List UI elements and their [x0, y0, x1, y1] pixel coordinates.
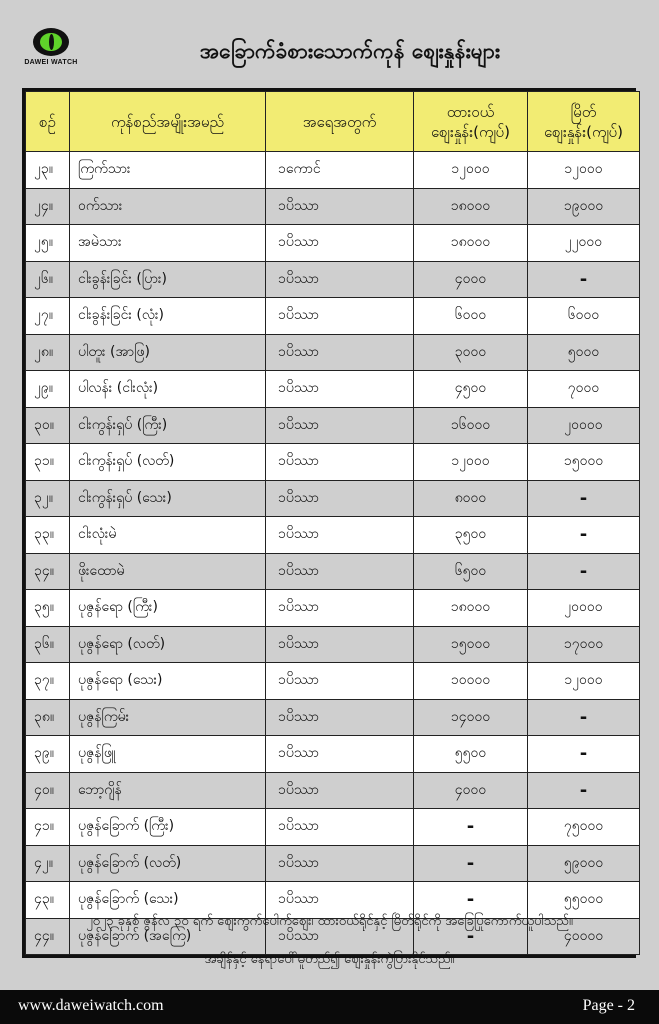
table-row	[26, 480, 640, 517]
item-quantity-text: ၁ပိဿာ	[278, 599, 319, 616]
item-quantity	[266, 517, 414, 554]
row-number-text: ၃၇။	[34, 672, 54, 689]
row-number-text: ၄၁။	[34, 818, 54, 835]
item-name-text: ပုဇွန်ခြောက် (သေး)	[78, 891, 179, 908]
dawei-price-text: ၁၅၀၀၀	[450, 635, 491, 652]
row-number	[26, 444, 70, 481]
item-quantity	[266, 152, 414, 189]
myeik-price-text: -	[579, 779, 588, 801]
dawei-price	[414, 225, 528, 262]
item-name-text: ဖိုးထောမဲ	[78, 562, 125, 579]
item-name-text: ပုဇွန်ဖြူ	[78, 745, 116, 762]
row-number-text: ၄၃။	[34, 891, 54, 908]
item-quantity	[266, 809, 414, 846]
row-number-text: ၂၆။	[34, 270, 53, 287]
item-quantity	[266, 444, 414, 481]
row-number	[26, 188, 70, 225]
myeik-price-text: -	[579, 743, 588, 765]
table-row	[26, 152, 640, 189]
myeik-price-text: ၇၅၀၀၀	[563, 818, 604, 835]
table-row	[26, 772, 640, 809]
table-row	[26, 699, 640, 736]
item-name	[70, 663, 266, 700]
myeik-price-text: ၂၂၀၀၀	[564, 234, 603, 251]
item-name	[70, 809, 266, 846]
dawei-price-text: ၈၀၀၀	[454, 489, 487, 506]
item-quantity-text: ၁ပိဿာ	[278, 927, 319, 944]
myeik-price-text: -	[579, 487, 588, 509]
date-note: ၂၀၂၃ ခုနှစ် ဇွန်လ ၃၀ ရက် စျေးကွက်ပေါက်စျေး၊ ထားဝယ်ရိုင်နှင့် မြိတ်ရိုင်ကို အခြေပြုကောက်ယူပါသည်။	[86, 914, 573, 929]
dawei-price	[414, 772, 528, 809]
dawei-price	[414, 663, 528, 700]
item-quantity-text: ၁ပိဿာ	[278, 635, 319, 652]
myeik-price-text: ၁၂၀၀၀	[564, 161, 603, 178]
item-quantity-text: ၁ကောင်	[278, 161, 321, 178]
item-name-text: ငါးခွန်းခြင်း (လုံး)	[78, 307, 165, 324]
dawei-price	[414, 699, 528, 736]
col-header-quantity: အရေအတွက်	[266, 92, 414, 152]
myeik-price-text: ၁၅၀၀၀	[563, 453, 604, 470]
table-row	[26, 225, 640, 262]
dawei-price	[414, 845, 528, 882]
row-number	[26, 590, 70, 627]
row-number-text: ၃၆။	[34, 635, 54, 652]
dawei-price-text: ၁၂၀၀၀	[451, 453, 490, 470]
item-quantity	[266, 480, 414, 517]
myeik-price	[528, 188, 640, 225]
myeik-price	[528, 626, 640, 663]
item-quantity	[266, 626, 414, 663]
dawei-price	[414, 517, 528, 554]
item-name-text: ပုဇွန်ရော (သေး)	[78, 672, 163, 689]
item-quantity-text: ၁ပိဿာ	[278, 343, 319, 360]
item-name	[70, 699, 266, 736]
myeik-price-text: ၅၅၀၀၀	[563, 891, 604, 908]
item-name	[70, 188, 266, 225]
item-quantity-text: ၁ပိဿာ	[278, 818, 319, 835]
table-row	[26, 334, 640, 371]
row-number-text: ၃၄။	[34, 562, 54, 579]
dawei-price-text: -	[466, 816, 475, 838]
item-name-text: ပုဇွန်ရော (လတ်)	[78, 635, 166, 652]
dawei-price-text: ၁၀၀၀၀	[450, 672, 491, 689]
dawei-price	[414, 809, 528, 846]
row-number-text: ၃၀။	[34, 416, 54, 433]
item-name	[70, 261, 266, 298]
item-name	[70, 517, 266, 554]
dawei-price-text: -	[466, 925, 475, 947]
row-number	[26, 663, 70, 700]
item-name	[70, 736, 266, 773]
item-name	[70, 590, 266, 627]
item-quantity	[266, 407, 414, 444]
myeik-price	[528, 590, 640, 627]
item-quantity-text: ၁ပိဿာ	[278, 234, 319, 251]
item-name	[70, 334, 266, 371]
dawei-price	[414, 188, 528, 225]
row-number	[26, 480, 70, 517]
table-row	[26, 809, 640, 846]
row-number-text: ၃၅။	[34, 599, 54, 616]
myeik-price	[528, 152, 640, 189]
myeik-price	[528, 261, 640, 298]
row-number	[26, 845, 70, 882]
table-row	[26, 188, 640, 225]
item-name	[70, 225, 266, 262]
item-quantity-text: ၁ပိဿာ	[278, 489, 319, 506]
dawei-price-text: ၄၀၀၀	[454, 270, 487, 287]
myeik-price-text: ၁၂၀၀၀	[564, 672, 603, 689]
myeik-price	[528, 845, 640, 882]
myeik-price-text: ၆၀၀၀	[567, 307, 600, 324]
website-link[interactable]: www.daweiwatch.com	[18, 997, 164, 1014]
col-header-item: ကုန်စည်အမျိုးအမည်	[70, 92, 266, 152]
row-number-text: ၂၇။	[34, 307, 53, 324]
dawei-price-text: ၁၂၀၀၀	[451, 161, 490, 178]
item-quantity	[266, 699, 414, 736]
item-quantity	[266, 261, 414, 298]
myeik-price-text: ၁၇၀၀၀	[563, 635, 604, 652]
item-name-text: ငါးခွန်းခြင်း (ပြား)	[78, 270, 167, 287]
item-name-text: ပုဇွန်ရော (ကြီး)	[78, 599, 158, 616]
table-row	[26, 590, 640, 627]
myeik-price	[528, 298, 640, 335]
item-name	[70, 407, 266, 444]
row-number	[26, 517, 70, 554]
item-name-text: ပါတူး (အာဖြ)	[78, 343, 150, 360]
item-name-text: ငါးကွန်းရှပ် (လတ်)	[78, 453, 175, 470]
disclaimer-note: အချိန်နှင့် နေရာပေါ်မူတည်၍ စျေးနှုန်းကွဲပြားနိုင်သည်။	[204, 952, 455, 967]
dawei-price	[414, 736, 528, 773]
dawei-price-text: ၆၅၀၀	[454, 562, 487, 579]
myeik-price-text: -	[579, 560, 588, 582]
myeik-price-text: -	[579, 268, 588, 290]
eye-icon	[33, 28, 69, 56]
item-name	[70, 626, 266, 663]
item-quantity	[266, 772, 414, 809]
dawei-price-text: ၃၀၀၀	[454, 343, 487, 360]
item-quantity-text: ၁ပိဿာ	[278, 307, 319, 324]
myeik-price-text: ၅၉၀၀၀	[563, 854, 604, 871]
item-quantity-text: ၁ပိဿာ	[278, 453, 319, 470]
item-quantity	[266, 663, 414, 700]
row-number-text: ၄၄။	[34, 927, 54, 944]
logo-text: DAWEI WATCH	[24, 59, 78, 66]
item-quantity-text: ၁ပိဿာ	[278, 708, 319, 725]
row-number	[26, 699, 70, 736]
myeik-price-text: -	[579, 524, 588, 546]
myeik-price	[528, 444, 640, 481]
dawei-price	[414, 298, 528, 335]
table-row	[26, 371, 640, 408]
dawei-price-text: -	[466, 852, 475, 874]
item-name-text: ဝက်သား	[78, 197, 123, 214]
myeik-price	[528, 663, 640, 700]
myeik-price-text: ၂၀၀၀၀	[564, 599, 603, 616]
myeik-price-text: ၅၀၀၀	[567, 343, 600, 360]
table-row	[26, 444, 640, 481]
item-quantity-text: ၁ပိဿာ	[278, 562, 319, 579]
row-number	[26, 809, 70, 846]
item-quantity	[266, 590, 414, 627]
row-number-text: ၄၂။	[34, 854, 53, 871]
row-number	[26, 553, 70, 590]
row-number	[26, 736, 70, 773]
myeik-price	[528, 699, 640, 736]
item-quantity	[266, 845, 414, 882]
dawei-price-text: ၆၀၀၀	[454, 307, 487, 324]
dawei-price	[414, 444, 528, 481]
myeik-price	[528, 517, 640, 554]
row-number-text: ၂၄။	[34, 197, 53, 214]
item-name-text: ပုဇွန်ကြမ်း	[78, 708, 130, 725]
item-quantity-text: ၁ပိဿာ	[278, 781, 319, 798]
myeik-price-text: ၁၉၀၀၀	[563, 197, 604, 214]
dawei-price-text: ၄၀၀၀	[454, 781, 487, 798]
item-name	[70, 444, 266, 481]
myeik-price-text: -	[579, 706, 588, 728]
row-number-text: ၂၈။	[34, 343, 54, 360]
table-body	[26, 152, 640, 955]
item-quantity-text: ၁ပိဿာ	[278, 891, 319, 908]
item-quantity	[266, 298, 414, 335]
table-row	[26, 407, 640, 444]
item-name-text: ဘော့ဂျိန်	[78, 781, 122, 798]
dawei-price-text: ၁၈၀၀၀	[450, 197, 491, 214]
dawei-price	[414, 371, 528, 408]
item-quantity	[266, 225, 414, 262]
row-number	[26, 371, 70, 408]
dawei-price	[414, 626, 528, 663]
row-number-text: ၂၃။	[34, 161, 53, 178]
dawei-price-text: ၁၈၀၀၀	[450, 234, 491, 251]
myeik-price	[528, 334, 640, 371]
col-header-myeik-price: မြိတ် စျေးနှုန်း(ကျပ်)	[528, 92, 640, 152]
price-table	[22, 88, 636, 958]
row-number	[26, 626, 70, 663]
item-name-text: အမဲသား	[78, 234, 122, 251]
myeik-price	[528, 553, 640, 590]
dawei-price	[414, 334, 528, 371]
row-number	[26, 407, 70, 444]
page-header	[0, 22, 659, 82]
item-quantity	[266, 188, 414, 225]
item-name	[70, 152, 266, 189]
table-row	[26, 261, 640, 298]
dawei-price-text: ၄၅၀၀	[454, 380, 487, 397]
item-name-text: ပုဇွန်ခြောက် (ကြီး)	[78, 818, 175, 835]
myeik-price-text: ၂၀၀၀၀	[564, 416, 603, 433]
item-name-text: ပါလန်း (ငါးလုံး)	[78, 380, 159, 397]
item-name-text: ပုဇွန်ခြောက် (လတ်)	[78, 854, 182, 871]
dawei-price	[414, 152, 528, 189]
dawei-price	[414, 480, 528, 517]
item-quantity-text: ၁ပိဿာ	[278, 380, 319, 397]
item-name-text: ငါးကွန်းရှပ် (သေး)	[78, 489, 172, 506]
row-number	[26, 225, 70, 262]
row-number	[26, 334, 70, 371]
table-row	[26, 736, 640, 773]
myeik-price	[528, 407, 640, 444]
page-title: အခြောက်ခံစားသောက်ကုန် စျေးနှုန်းများ	[199, 39, 501, 63]
myeik-price-text: ၇၀၀၀	[567, 380, 600, 397]
table-row	[26, 553, 640, 590]
row-number	[26, 298, 70, 335]
myeik-price	[528, 809, 640, 846]
row-number	[26, 261, 70, 298]
dawei-price-text: ၁၄၀၀၀	[450, 708, 491, 725]
item-name	[70, 298, 266, 335]
myeik-price	[528, 736, 640, 773]
dawei-price-text: ၁၈၀၀၀	[450, 599, 491, 616]
dawei-price-text: ၁၆၀၀၀	[450, 416, 491, 433]
dawei-watch-logo	[24, 28, 78, 76]
item-quantity	[266, 334, 414, 371]
dawei-price	[414, 590, 528, 627]
item-quantity	[266, 371, 414, 408]
dawei-price-text: ၃၅၀၀	[454, 526, 487, 543]
dawei-price	[414, 261, 528, 298]
row-number-text: ၃၉။	[34, 745, 54, 762]
row-number-text: ၃၁။	[34, 453, 54, 470]
item-name-text: ပုဇွန်ခြောက် (အကြေ)	[78, 927, 192, 944]
myeik-price-text: ၄၀၀၀၀	[563, 927, 604, 944]
item-name	[70, 772, 266, 809]
row-number-text: ၄၀။	[34, 781, 54, 798]
item-quantity-text: ၁ပိဿာ	[278, 270, 319, 287]
dawei-price	[414, 553, 528, 590]
row-number	[26, 772, 70, 809]
row-number-text: ၃၂။	[34, 489, 53, 506]
item-quantity-text: ၁ပိဿာ	[278, 197, 319, 214]
item-name	[70, 480, 266, 517]
row-number-text: ၂၉။	[34, 380, 53, 397]
page-number: Page - 2	[582, 997, 635, 1014]
item-name	[70, 845, 266, 882]
item-name	[70, 553, 266, 590]
item-name-text: ငါးကွန်းရှပ် (ကြီး)	[78, 416, 168, 433]
myeik-price	[528, 225, 640, 262]
item-name-text: ကြက်သား	[78, 161, 131, 178]
item-quantity-text: ၁ပိဿာ	[278, 526, 319, 543]
item-quantity-text: ၁ပိဿာ	[278, 672, 319, 689]
myeik-price	[528, 480, 640, 517]
table-row	[26, 298, 640, 335]
item-name	[70, 371, 266, 408]
myeik-price	[528, 772, 640, 809]
dawei-price	[414, 407, 528, 444]
table-row	[26, 517, 640, 554]
item-quantity	[266, 736, 414, 773]
col-header-no: စဉ်	[26, 92, 70, 152]
item-quantity-text: ၁ပိဿာ	[278, 745, 319, 762]
row-number-text: ၃၈။	[34, 708, 55, 725]
table-header-row	[26, 92, 640, 152]
myeik-price	[528, 371, 640, 408]
row-number-text: ၂၅။	[34, 234, 53, 251]
row-number-text: ၃၃။	[34, 526, 54, 543]
table-row	[26, 663, 640, 700]
col-header-dawei-price: ထားဝယ် စျေးနှုန်း(ကျပ်)	[414, 92, 528, 152]
dawei-price-text: ၅၅၀၀	[454, 745, 487, 762]
item-quantity	[266, 553, 414, 590]
item-quantity-text: ၁ပိဿာ	[278, 416, 319, 433]
item-quantity-text: ၁ပိဿာ	[278, 854, 319, 871]
table-row	[26, 626, 640, 663]
row-number	[26, 152, 70, 189]
dawei-price-text: -	[466, 889, 475, 911]
table-row	[26, 845, 640, 882]
page-footer	[0, 990, 659, 1024]
item-name-text: ငါးလုံးမဲ	[78, 526, 117, 543]
